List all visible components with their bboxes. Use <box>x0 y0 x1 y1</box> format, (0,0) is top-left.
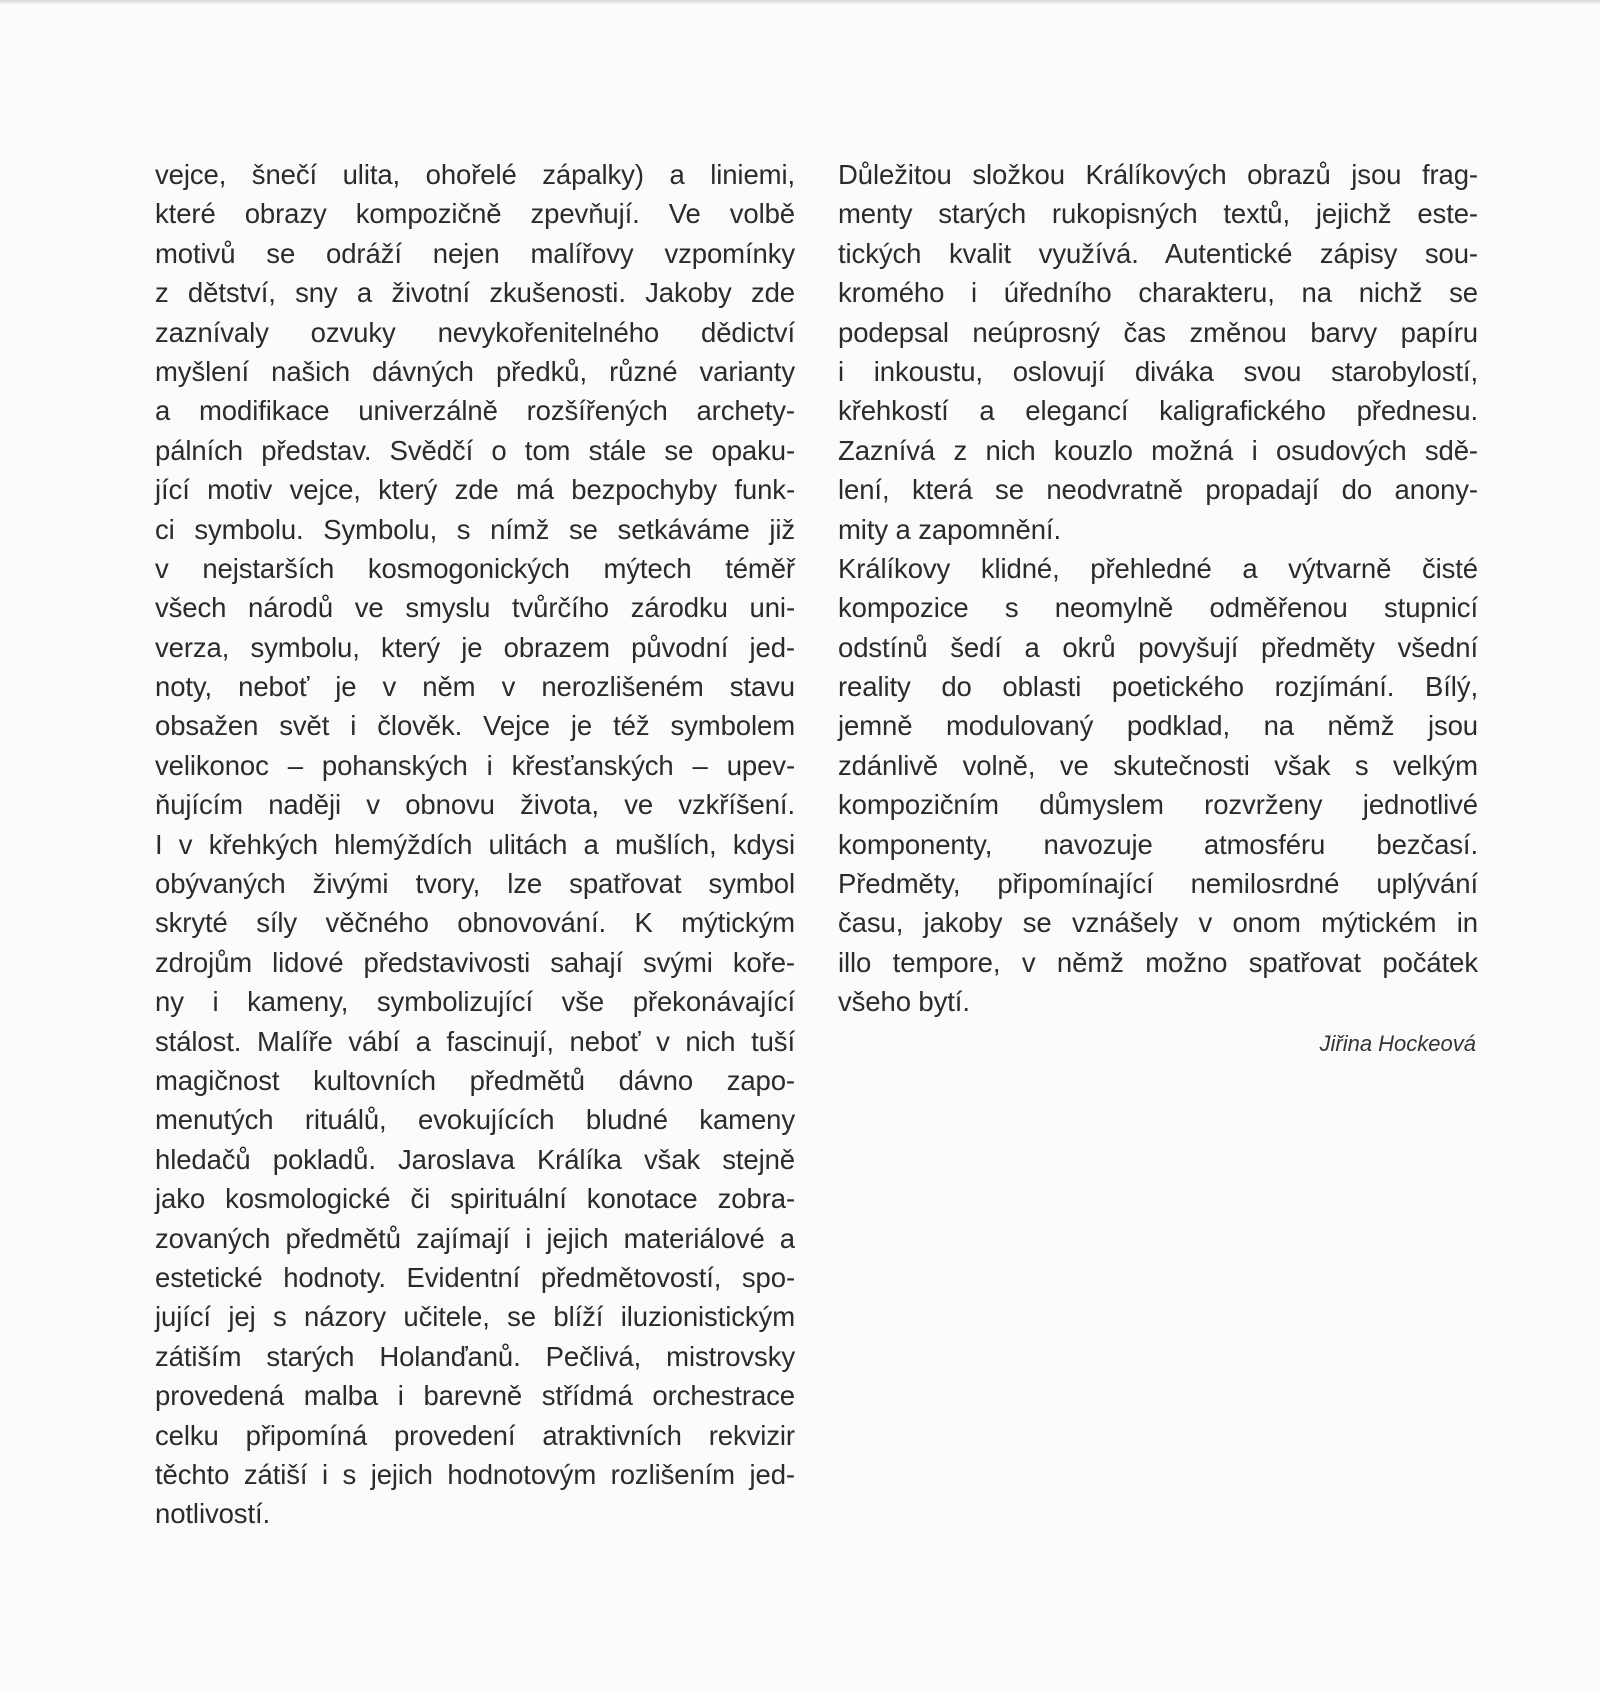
text-line: motivů se odráží nejen malířovy vzpomínky <box>155 237 795 269</box>
text-line: obývaných živými tvory, lze spatřovat symbol <box>155 868 795 900</box>
text-line: v nejstarších kosmogonických mýtech téměř <box>155 552 795 584</box>
text-line: menty starých rukopisných textů, jejichž este- <box>838 198 1478 230</box>
text-line: stálost. Malíře vábí a fascinují, neboť v nich tuší <box>155 1025 795 1057</box>
text-line: zdrojům lidové představivosti sahají svými koře- <box>155 946 795 978</box>
text-line: tických kvalit využívá. Autentické zápisy sou- <box>838 237 1478 269</box>
text-line: provedená malba i barevně střídmá orchestrace <box>155 1380 795 1412</box>
text-line: verza, symbolu, který je obrazem původní jed- <box>155 631 795 663</box>
text-line: těchto zátiší i s jejich hodnotovým rozlišením jed- <box>155 1458 795 1490</box>
text-line: a modifikace univerzálně rozšířených archety- <box>155 395 795 427</box>
right-text-column <box>838 155 1478 1060</box>
text-line: jako kosmologické či spirituální konotace zobra- <box>155 1183 795 1215</box>
text-line: lení, která se neodvratně propadají do anony- <box>838 474 1478 506</box>
text-line: křehkostí a elegancí kaligrafického přednesu. <box>838 395 1478 427</box>
text-line: notlivostí. <box>155 1498 271 1530</box>
text-line: všeho bytí. <box>838 986 970 1018</box>
text-line: i inkoustu, oslovují diváka svou starobylostí, <box>838 355 1478 387</box>
text-line: ňujícím naději v obnovu života, ve vzkříšení. <box>155 789 795 821</box>
text-line: zovaných předmětů zajímají i jejich materiálové a <box>155 1222 795 1254</box>
text-line: skryté síly věčného obnovování. K mýtickým <box>155 907 795 939</box>
text-line: noty, neboť je v něm v nerozlišeném stavu <box>155 671 795 703</box>
text-line: zaznívaly ozvuky nevykořenitelného dědictví <box>155 316 795 348</box>
text-line: času, jakoby se vznášely v onom mýtickém in <box>838 907 1478 939</box>
text-line: vejce, šnečí ulita, ohořelé zápalky) a liniemi, <box>155 159 795 190</box>
text-line: jící motiv vejce, který zde má bezpochyby funk- <box>155 474 795 506</box>
text-line: které obrazy kompozičně zpevňují. Ve volbě <box>155 198 795 230</box>
text-line: Králíkovy klidné, přehledné a výtvarně čisté <box>838 552 1478 584</box>
text-line: estetické hodnoty. Evidentní předmětovostí, spo- <box>155 1261 795 1293</box>
text-line: zdánlivě volně, ve skutečnosti však s velkým <box>838 749 1478 781</box>
text-line: kromého i úředního charakteru, na nichž se <box>838 277 1478 309</box>
text-line: kompozice s neomylně odměřenou stupnicí <box>838 592 1478 624</box>
text-line: myšlení našich dávných předků, různé varianty <box>155 355 795 387</box>
text-line: jemně modulovaný podklad, na němž jsou <box>838 710 1478 742</box>
text-line: pálních představ. Svědčí o tom stále se opaku- <box>155 434 795 466</box>
text-line: reality do oblasti poetického rozjímání. Bílý, <box>838 671 1478 703</box>
text-line: kompozičním důmyslem rozvrženy jednotlivé <box>838 789 1478 821</box>
text-line: Zaznívá z nich kouzlo možná i osudových sdě- <box>838 434 1478 466</box>
text-line: ny i kameny, symbolizující vše překonávající <box>155 986 795 1018</box>
text-line: magičnost kultovních předmětů dávno zapo- <box>155 1064 795 1096</box>
author-signature: Jiřina Hockeová <box>1319 1030 1476 1056</box>
text-line: zátiším starých Holanďanů. Pečlivá, mistrovsky <box>155 1340 795 1372</box>
text-line: obsažen svět i člověk. Vejce je též symbolem <box>155 710 795 742</box>
text-line: Důležitou složkou Králíkových obrazů jsou frag- <box>838 159 1478 190</box>
text-line: hledačů pokladů. Jaroslava Králíka však stejně <box>155 1143 795 1175</box>
text-line: podepsal neúprosný čas změnou barvy papíru <box>838 316 1478 348</box>
text-line: ci symbolu. Symbolu, s nímž se setkáváme již <box>155 513 795 545</box>
text-line: velikonoc – pohanských i křesťanských – upev- <box>155 749 795 781</box>
text-line: celku připomíná provedení atraktivních rekvizir <box>155 1419 795 1451</box>
text-line: jující jej s názory učitele, se blíží iluzionistickým <box>155 1301 795 1333</box>
text-line: všech národů ve smyslu tvůrčího zárodku uni- <box>155 592 795 624</box>
text-line: mity a zapomnění. <box>838 513 1061 545</box>
text-line: z dětství, sny a životní zkušenosti. Jakoby zde <box>155 277 795 309</box>
text-line: illo tempore, v němž možno spatřovat počátek <box>838 946 1478 978</box>
left-text-column <box>155 155 795 1534</box>
text-line: Předměty, připomínající nemilosrdné uplývání <box>838 868 1478 900</box>
text-line: odstínů šedí a okrů povyšují předměty všední <box>838 631 1478 663</box>
text-line: menutých rituálů, evokujících bludné kameny <box>155 1104 795 1136</box>
text-line: komponenty, navozuje atmosféru bezčasí. <box>838 828 1478 860</box>
text-line: I v křehkých hlemýždích ulitách a mušlích, kdysi <box>155 828 795 860</box>
